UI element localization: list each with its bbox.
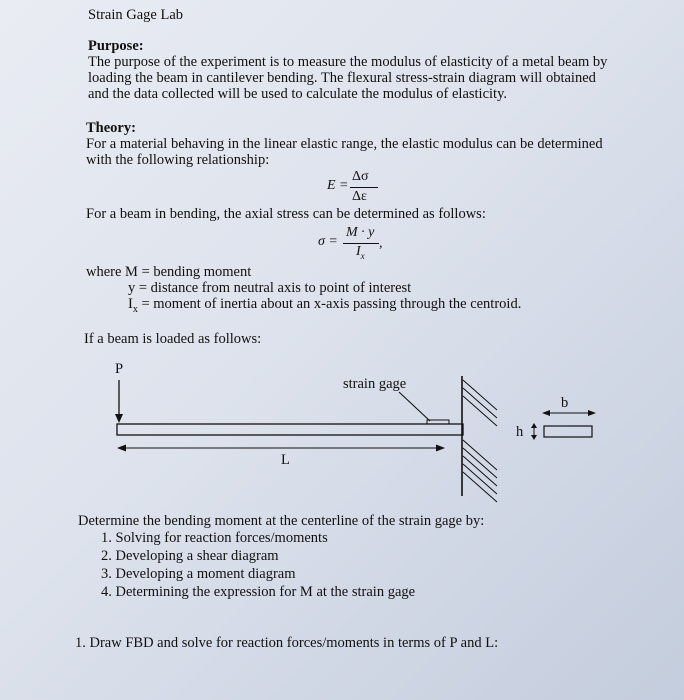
- length-arrow-left: [117, 445, 126, 452]
- strain-gage-leader: [399, 392, 430, 421]
- eq1-numerator: Δσ: [352, 169, 369, 184]
- where-i-def: $I_x$ = moment of inertia about an x-axis passing through the centroid.: [128, 296, 522, 315]
- purpose-line-3: and the data collected will be used to calculate the modulus of elasticity.: [88, 86, 508, 102]
- question-1: 1. Draw FBD and solve for reaction forces/moments in terms of P and L:: [75, 635, 499, 651]
- doc-title: Strain Gage Lab: [88, 7, 184, 23]
- eq2-trailing-comma: ,: [379, 236, 383, 251]
- theory-heading: Theory:: [86, 120, 136, 136]
- wall-hatching: [463, 380, 497, 502]
- length-arrow-right: [436, 445, 445, 452]
- height-label: h: [516, 424, 524, 440]
- beam: [117, 424, 463, 435]
- eq2-denominator: $I_x$: [356, 244, 365, 261]
- height-arrow-down: [531, 435, 537, 440]
- where-y-def: y = distance from neutral axis to point of interest: [128, 280, 412, 296]
- where-lead: where M = bending moment: [86, 264, 252, 280]
- beam-stress-text: For a beam in bending, the axial stress can be determined as follows:: [86, 206, 486, 222]
- steps-list: [101, 529, 415, 601]
- height-arrow-up: [531, 423, 537, 428]
- determine-text: Determine the bending moment at the centerline of the strain gage by:: [78, 513, 485, 529]
- load-arrow-head: [115, 414, 123, 423]
- step-item: 4. Determining the expression for M at the strain gage: [101, 584, 416, 600]
- eq2-numerator: M · y: [346, 225, 375, 240]
- width-arrow-left: [542, 410, 550, 416]
- eq1-denominator: Δε: [352, 189, 367, 204]
- step-item: 2. Developing a shear diagram: [101, 548, 279, 564]
- width-label: b: [561, 395, 569, 411]
- cross-section: [544, 426, 592, 437]
- theory-line-2: with the following relationship:: [86, 152, 270, 168]
- length-label: L: [281, 452, 290, 468]
- eq2-lhs: σ =: [318, 234, 338, 249]
- purpose-line-2: loading the beam in cantilever bending. The flexural stress-strain diagram will obtained: [88, 70, 596, 86]
- width-arrow-right: [588, 410, 596, 416]
- eq1-lhs: E =: [327, 178, 349, 193]
- step-item: 1. Solving for reaction forces/moments: [101, 530, 328, 546]
- step-item: 3. Developing a moment diagram: [101, 566, 296, 582]
- purpose-heading: Purpose:: [88, 38, 144, 54]
- theory-line-1: For a material behaving in the linear elastic range, the elastic modulus can be determined: [86, 136, 603, 152]
- load-label: P: [115, 361, 124, 377]
- gage-label: strain gage: [343, 376, 407, 392]
- loaded-text: If a beam is loaded as follows:: [84, 331, 262, 347]
- purpose-line-1: The purpose of the experiment is to measure the modulus of elasticity of a metal beam by: [88, 54, 608, 70]
